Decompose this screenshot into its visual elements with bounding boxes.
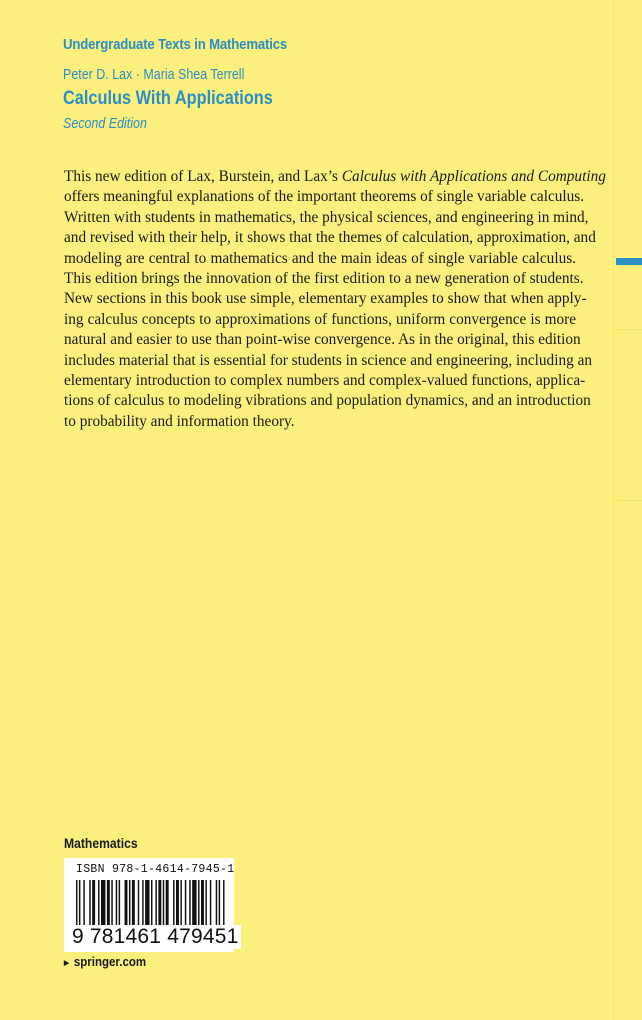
spine-crease	[617, 500, 642, 501]
blurb-line-text: This new edition of Lax, Burstein, and Lax’s	[64, 168, 342, 185]
barcode-digits: 9 781461 479451	[72, 925, 239, 948]
blurb-line	[64, 391, 591, 411]
blurb-line	[64, 167, 606, 187]
blurb-line	[64, 351, 593, 371]
blurb-italic-title: Calculus with Applications and Computing	[341, 168, 606, 185]
blurb-line-text: This edition brings the innovation of the first edition to a new generation of students.	[64, 270, 584, 288]
blurb-line-text: offers meaningful explanations of the important theorems of single variable calculus.	[64, 188, 585, 206]
spine-crease	[617, 329, 642, 330]
blurb-line	[64, 289, 587, 309]
isbn-label: ISBN 978-1-4614-7945-1	[76, 863, 235, 876]
authors: Peter D. Lax · Maria Shea Terrell	[63, 67, 245, 83]
blurb-line	[64, 249, 576, 269]
blurb-line	[64, 269, 584, 289]
edition-label: Second Edition	[63, 116, 147, 132]
blurb-line-text: ing calculus concepts to approximations of functions, uniform convergence is more	[64, 310, 576, 328]
blurb-line-text: and revised with their help, it shows that the themes of calculation, approximation, and	[64, 229, 596, 247]
barcode	[64, 858, 239, 952]
publisher-url: springer.com	[73, 955, 147, 969]
series-name: Undergraduate Texts in Mathematics	[63, 36, 288, 53]
blurb-line-text: Written with students in mathematics, the physical sciences, and engineering in mind,	[64, 208, 589, 226]
blurb-line-text: modeling are central to mathematics and the main ideas of single variable calculus.	[64, 249, 576, 267]
blurb-line-text: New sections in this book use simple, elementary examples to show that when apply-	[64, 290, 587, 308]
blurb-line	[64, 412, 576, 432]
blurb-line-text: tions of calculus to modeling vibrations and population dynamics, and an introduction	[64, 392, 591, 410]
spine-fold-line	[613, 0, 614, 1020]
blurb-line	[64, 228, 596, 248]
blurb-line	[64, 208, 589, 228]
spine-color-tab	[616, 258, 642, 265]
blurb-line-text: to probability and information theory.	[64, 412, 295, 430]
blurb-line	[64, 330, 581, 350]
blurb-line-text: natural and easier to use than point-wise convergence. As in the original, this edition	[64, 331, 581, 349]
publisher-link[interactable]	[62, 955, 146, 969]
blurb-line-text: elementary introduction to complex numbers and complex-valued functions, applica-	[64, 372, 586, 390]
arrow-right-icon: ►	[62, 958, 72, 969]
blurb-line	[64, 310, 576, 330]
blurb-line-text: includes material that is essential for students in science and engineering, including an	[64, 351, 593, 369]
blurb-text	[64, 167, 606, 432]
blurb-line	[64, 371, 586, 391]
subject-label: Mathematics	[64, 836, 138, 851]
book-title: Calculus With Applications	[63, 88, 273, 109]
blurb-line	[64, 187, 585, 207]
